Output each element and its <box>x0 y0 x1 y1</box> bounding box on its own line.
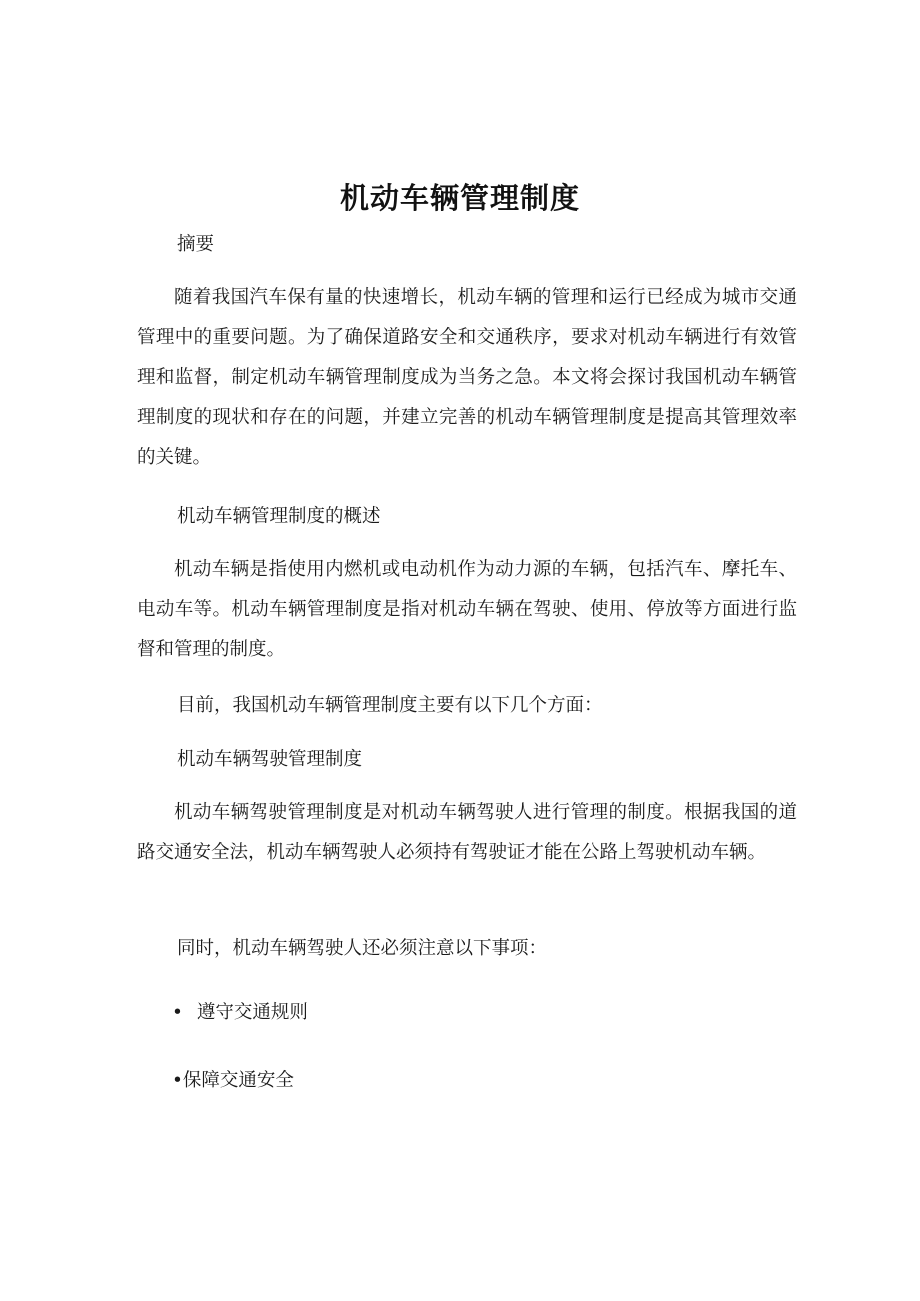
paragraph-driving: 机动车辆驾驶管理制度是对机动车辆驾驶人进行管理的制度。根据我国的道路交通安全法，机动车辆驾驶人必须持有驾驶证才能在公路上驾驶机动车辆。 <box>137 802 797 863</box>
paragraph-intro: 随着我国汽车保有量的快速增长，机动车辆的管理和运行已经成为城市交通管理中的重要问题。为了确保道路安全和交通秩序，要求对机动车辆进行有效管理和监督，制定机动车辆管理制度成为当务之急。本文将会探讨我国机动车辆管理制度的现状和存在的问题，并建立完善的机动车辆管理制度是提高其管理效率的关键。 <box>137 287 797 468</box>
list-item-text: 保障交通安全 <box>182 1070 294 1091</box>
list-item <box>172 1061 294 1101</box>
paragraph-notes: 同时，机动车辆驾驶人还必须注意以下事项： <box>177 938 548 959</box>
paragraph-definition: 机动车辆是指使用内燃机或电动机作为动力源的车辆，包括汽车、摩托车、电动车等。机动车辆管理制度是指对机动车辆在驾驶、使用、停放等方面进行监督和管理的制度。 <box>137 559 797 660</box>
bullet-icon: • <box>172 1002 183 1023</box>
abstract-label: 摘要 <box>177 234 215 255</box>
document-title: 机动车辆管理制度 <box>339 181 580 215</box>
list-item <box>172 993 308 1033</box>
bullet-icon: • <box>172 1070 183 1091</box>
paragraph-aspects: 目前，我国机动车辆管理制度主要有以下几个方面： <box>177 695 603 716</box>
section-heading-overview: 机动车辆管理制度的概述 <box>177 506 381 527</box>
list-item-text: 遵守交通规则 <box>196 1002 308 1023</box>
section-heading-driving: 机动车辆驾驶管理制度 <box>177 749 363 770</box>
